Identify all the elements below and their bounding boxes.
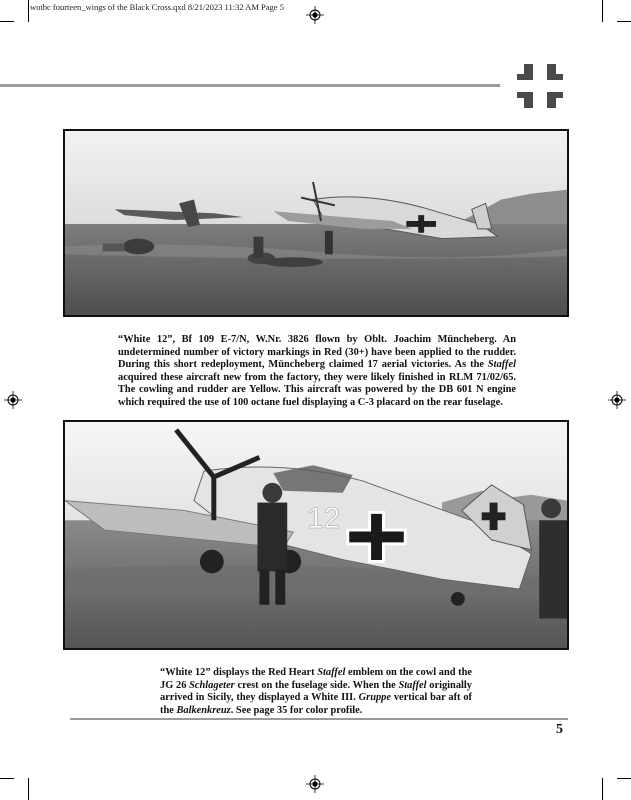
photo-caption-2 bbox=[160, 667, 472, 717]
caption-text: emblem on the cowl and the JG 26 bbox=[160, 667, 472, 691]
caption-text: “White 12” displays the Red Heart bbox=[160, 667, 318, 678]
crop-mark bbox=[28, 0, 29, 22]
caption-italic-term: Schlageter bbox=[189, 679, 235, 691]
caption-italic-term: Balkenkreuz bbox=[176, 704, 231, 716]
bf109-airfield-photo bbox=[63, 129, 569, 317]
crop-mark bbox=[0, 778, 14, 779]
caption-text: crest on the fuselage side. When the bbox=[234, 679, 399, 691]
photo-caption-1 bbox=[118, 334, 516, 410]
registration-mark-icon bbox=[608, 391, 626, 409]
caption-text: originally arrived in Sicily, they displayed a White III. bbox=[160, 679, 472, 704]
caption-italic-term: Staffel bbox=[487, 359, 516, 371]
white-12-bf109-photo bbox=[63, 420, 569, 650]
caption-text: acquired these aircraft new from the factory, they were likely finished in RLM 71/02/65. The cowling and rudder are Yellow. This aircraft was powered by the DB 601 N engine which required the use of 100 octane fuel displaying a C-3 placard on the rear fuselage. bbox=[118, 371, 516, 408]
header-rule bbox=[0, 84, 500, 87]
balkenkreuz-icon bbox=[517, 64, 563, 108]
svg-text:12: 12 bbox=[307, 502, 341, 536]
caption-italic-term: Staffel bbox=[317, 667, 346, 678]
caption-text: . See page 35 for color profile. bbox=[230, 704, 363, 716]
registration-mark-icon bbox=[306, 6, 324, 24]
caption-italic-term: Gruppe bbox=[358, 692, 391, 704]
footer-rule bbox=[70, 718, 568, 720]
caption-italic-term: Staffel bbox=[398, 679, 427, 691]
crop-mark bbox=[602, 0, 603, 22]
caption-text: vertical bar aft of the bbox=[160, 692, 472, 716]
caption-text: “White 12”, Bf 109 E-7/N, W.Nr. 3826 flown by Oblt. Joachim Müncheberg. An undetermined number of victory markings in Red (30+) have been applied to the rudder. During this short redeployment, Müncheberg claimed 17 aerial victories. As the bbox=[118, 334, 516, 371]
registration-mark-icon bbox=[306, 775, 324, 793]
page-number: 5 bbox=[556, 722, 563, 737]
crop-mark bbox=[28, 778, 29, 800]
crop-mark bbox=[617, 778, 631, 779]
crop-mark bbox=[602, 778, 603, 800]
crop-mark bbox=[617, 21, 631, 22]
crop-mark bbox=[0, 21, 14, 22]
registration-mark-icon bbox=[4, 391, 22, 409]
print-slug: wotbc fourteen_wings of the Black Cross.qxd 8/21/2023 11:32 AM Page 5 bbox=[30, 2, 284, 12]
